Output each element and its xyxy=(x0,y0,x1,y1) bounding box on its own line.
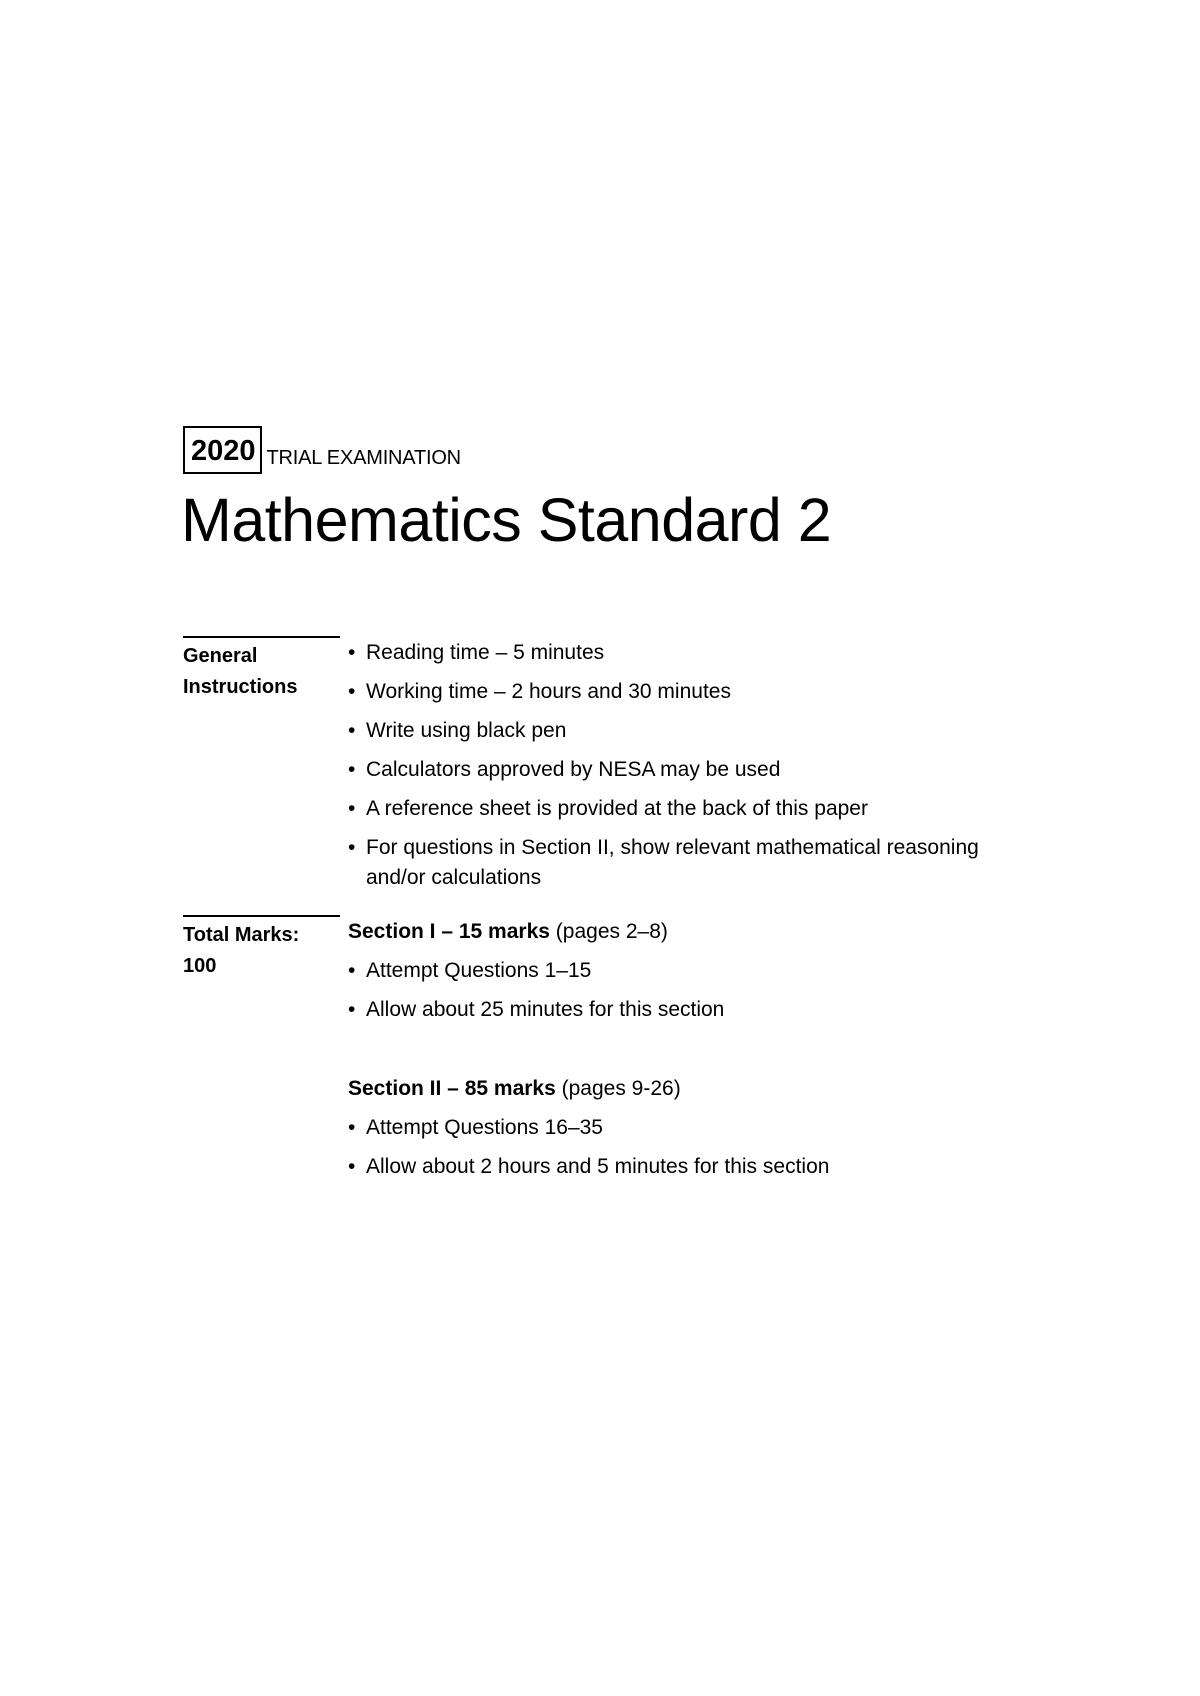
section-instruction-text: Attempt Questions 16–35 xyxy=(366,1116,603,1139)
instruction-text: Reading time – 5 minutes xyxy=(366,641,605,664)
bullet-icon: • xyxy=(348,1116,356,1139)
section-heading xyxy=(348,1074,988,1104)
instruction-text: Write using black pen xyxy=(366,719,567,742)
general-instructions-list xyxy=(348,638,988,902)
list-item xyxy=(348,1113,988,1143)
bullet-icon: • xyxy=(348,836,356,859)
section-divider-general xyxy=(183,636,340,638)
bullet-icon: • xyxy=(348,959,356,982)
instruction-text: Calculators approved by NESA may be used xyxy=(366,758,781,781)
bullet-icon: • xyxy=(348,797,356,820)
section-heading-bold: Section I – 15 marks xyxy=(348,920,550,943)
page-title: Mathematics Standard 2 xyxy=(181,486,832,554)
list-item xyxy=(348,677,988,707)
general-instructions-label xyxy=(183,641,333,703)
list-item xyxy=(348,794,988,824)
total-marks-label-line1: Total Marks: xyxy=(183,924,300,946)
section-heading-pages: (pages 9-26) xyxy=(555,1077,681,1100)
year-box: 2020 xyxy=(183,426,262,474)
general-instructions-label-line2: Instructions xyxy=(183,676,298,698)
bullet-icon: • xyxy=(348,998,356,1021)
list-item xyxy=(348,995,988,1025)
bullet-icon: • xyxy=(348,1155,356,1178)
total-marks-label xyxy=(183,920,333,982)
bullet-icon: • xyxy=(348,758,356,781)
general-instructions-label-line1: General xyxy=(183,645,258,667)
section-heading xyxy=(348,917,988,947)
instruction-text: Working time – 2 hours and 30 minutes xyxy=(366,680,731,703)
section-instruction-text: Allow about 25 minutes for this section xyxy=(366,998,725,1021)
section-heading-bold: Section II – 85 marks xyxy=(348,1077,556,1100)
section-heading-pages: (pages 2–8) xyxy=(549,920,668,943)
list-item xyxy=(348,755,988,785)
instruction-text: A reference sheet is provided at the back of this paper xyxy=(366,797,868,820)
exam-header xyxy=(183,426,461,474)
list-item xyxy=(348,1152,988,1182)
list-item xyxy=(348,833,988,893)
section-instruction-text: Allow about 2 hours and 5 minutes for this section xyxy=(366,1155,830,1178)
section-spacer xyxy=(348,1034,988,1074)
bullet-icon: • xyxy=(348,680,356,703)
list-item xyxy=(348,716,988,746)
list-item xyxy=(348,638,988,668)
bullet-icon: • xyxy=(348,641,356,664)
bullet-icon: • xyxy=(348,719,356,742)
exam-type-label: TRIAL EXAMINATION xyxy=(266,447,461,469)
section-divider-total-marks xyxy=(183,915,340,917)
sections-list xyxy=(348,917,988,1191)
instruction-text: For questions in Section II, show relevant mathematical reasoning and/or calculations xyxy=(366,836,979,889)
list-item xyxy=(348,956,988,986)
section-instruction-text: Attempt Questions 1–15 xyxy=(366,959,592,982)
total-marks-value: 100 xyxy=(183,955,217,977)
